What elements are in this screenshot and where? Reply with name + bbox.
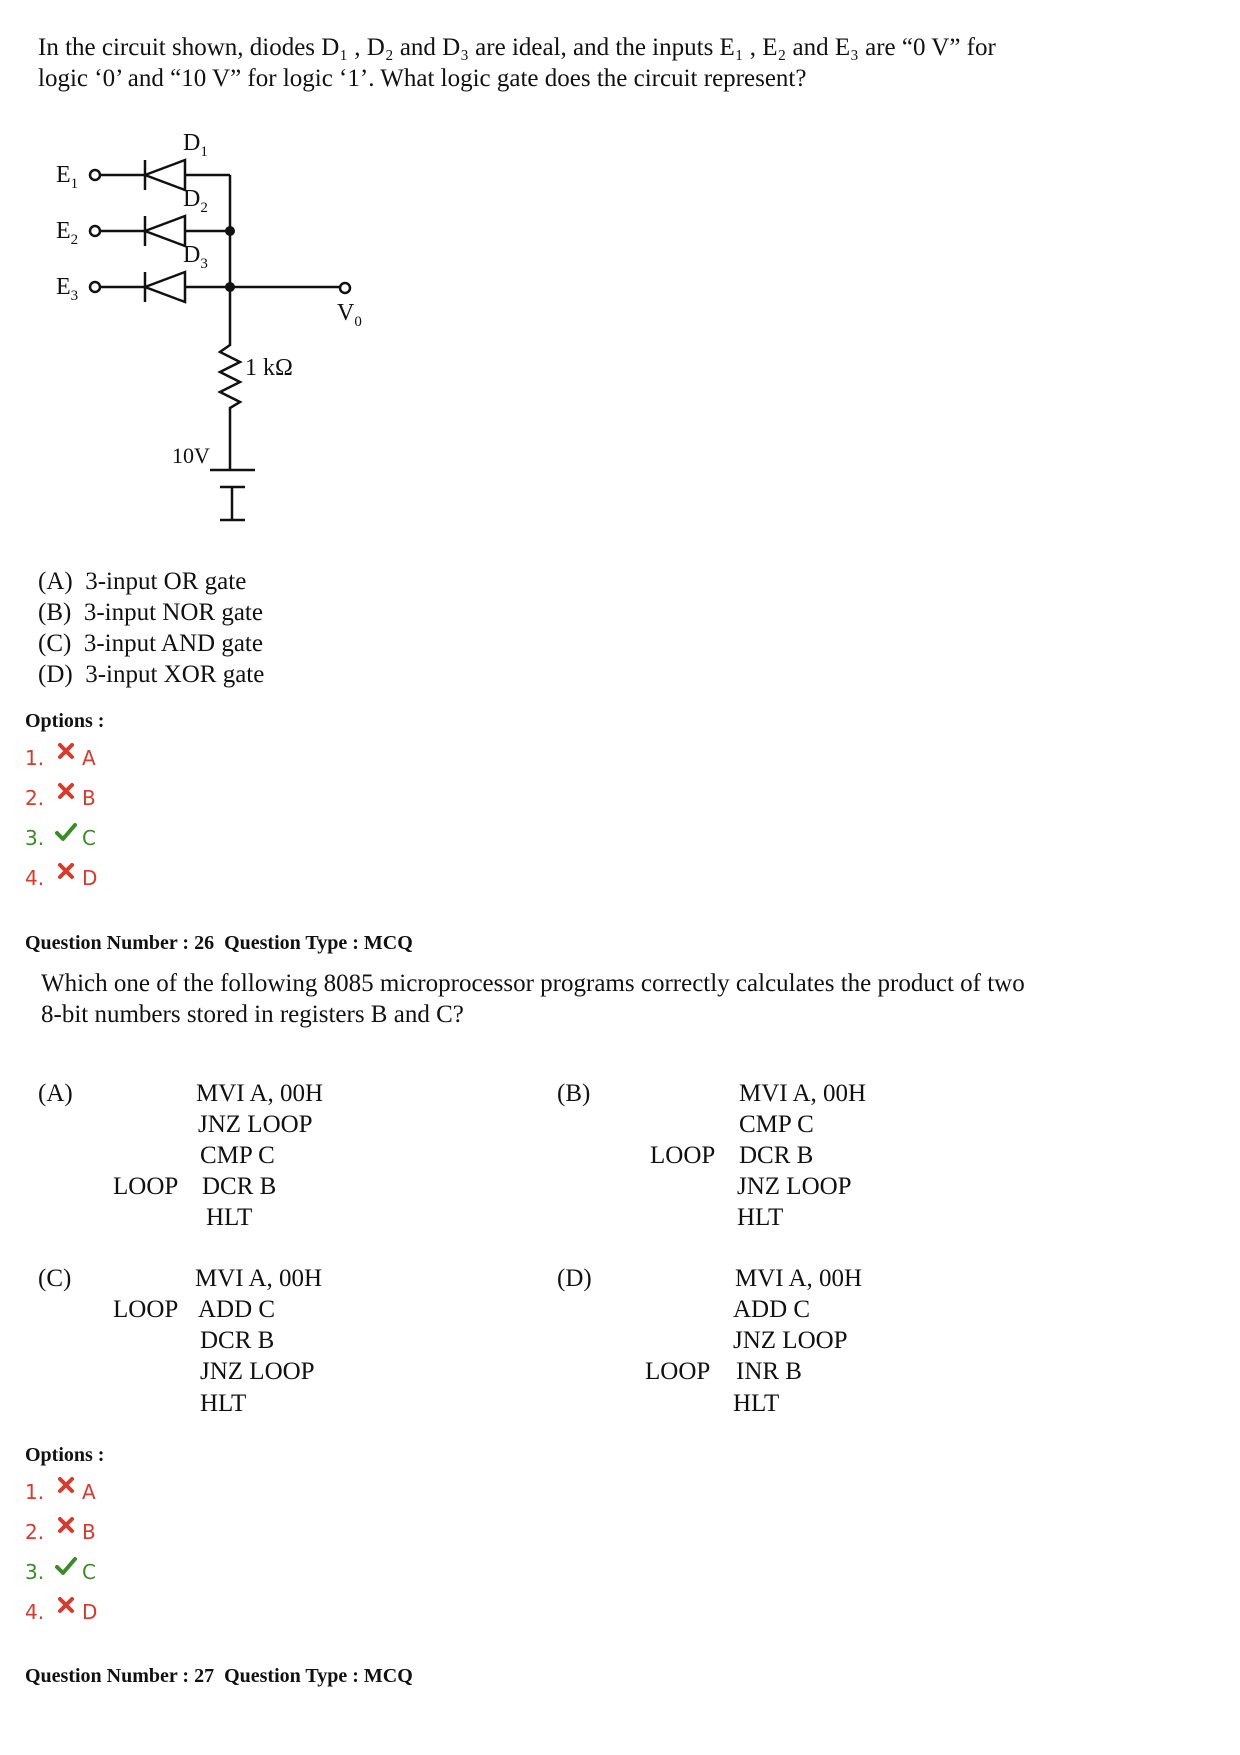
- program-line: MVI A, 00H: [739, 1080, 867, 1107]
- loop-label: LOOP: [650, 1142, 716, 1169]
- options-label: Options :: [25, 1444, 105, 1466]
- input-terminal-e2: [90, 226, 100, 236]
- program-line: ADD C: [198, 1296, 276, 1323]
- choice-d: (D) 3-input XOR gate: [38, 661, 265, 688]
- diode-label-d1: $D_1$: [183, 130, 208, 160]
- input-label-e1: $E_1$: [56, 162, 79, 192]
- input-terminal-e3: [90, 282, 100, 292]
- diode-label-d2: $D_2$: [183, 186, 208, 216]
- program-line: INR B: [736, 1358, 802, 1385]
- program-line: CMP C: [739, 1111, 814, 1138]
- question-25-text: [38, 32, 1138, 94]
- supply-label: 10V: [172, 443, 210, 468]
- program-line: DCR B: [202, 1173, 277, 1200]
- diode-circuit-diagram: [40, 130, 380, 550]
- cross-icon: [55, 740, 77, 764]
- resistor-label: 1 kΩ: [245, 355, 293, 381]
- program-line: CMP C: [200, 1142, 275, 1169]
- check-icon: [55, 820, 77, 844]
- options-label: Options :: [25, 710, 105, 732]
- diode-label-d3: $D_3$: [183, 242, 208, 272]
- program-line: HLT: [733, 1390, 780, 1417]
- program-line: HLT: [206, 1204, 253, 1231]
- option-number: 4.: [25, 866, 45, 890]
- option-number: 3.: [25, 1560, 45, 1584]
- cross-icon: [55, 1474, 77, 1498]
- diode-d2: [145, 216, 185, 246]
- program-line: HLT: [200, 1390, 247, 1417]
- program-line: JNZ LOOP: [733, 1327, 848, 1354]
- option-letter: B: [82, 786, 96, 810]
- option-letter: D: [82, 866, 98, 890]
- program-line: HLT: [737, 1204, 784, 1231]
- question-27-header: Question Number : 27 Question Type : MCQ: [25, 1665, 413, 1687]
- loop-label: LOOP: [113, 1296, 179, 1323]
- program-line: JNZ LOOP: [737, 1173, 852, 1200]
- input-label-e3: $E_3$: [56, 274, 79, 304]
- option-number: 3.: [25, 826, 45, 850]
- option-letter: A: [82, 746, 96, 770]
- question-text-line: logic ‘0’ and “10 V” for logic ‘1’. What logic gate does the circuit represent?: [38, 65, 807, 92]
- program-label: (C): [38, 1265, 72, 1292]
- choice-a: (A) 3-input OR gate: [38, 568, 247, 595]
- program-line: MVI A, 00H: [196, 1080, 324, 1107]
- option-letter: B: [82, 1520, 96, 1544]
- program-label: (B): [557, 1080, 591, 1107]
- program-label: (A): [38, 1080, 73, 1107]
- option-letter: C: [82, 1560, 96, 1584]
- question-26-header: Question Number : 26 Question Type : MCQ: [25, 932, 413, 954]
- option-number: 4.: [25, 1600, 45, 1624]
- program-line: MVI A, 00H: [735, 1265, 863, 1292]
- junction-dot: [225, 282, 235, 292]
- program-label: (D): [557, 1265, 592, 1292]
- option-letter: D: [82, 1600, 98, 1624]
- question-26-text: [41, 968, 1151, 1030]
- program-line: DCR B: [200, 1327, 275, 1354]
- option-letter: C: [82, 826, 96, 850]
- loop-label: LOOP: [645, 1358, 711, 1385]
- program-line: MVI A, 00H: [195, 1265, 323, 1292]
- program-line: JNZ LOOP: [200, 1358, 315, 1385]
- cross-icon: [55, 780, 77, 804]
- question-text-line: In the circuit shown, diodes D₁ , D₂ and D₃ are ideal, and the inputs E₁ , E₂ and E₃ are “0 V” for: [38, 34, 996, 61]
- check-icon: [55, 1554, 77, 1578]
- program-line: JNZ LOOP: [198, 1111, 313, 1138]
- question-text-line: Which one of the following 8085 microprocessor programs correctly calculates the product of two: [41, 970, 1025, 997]
- option-number: 2.: [25, 786, 45, 810]
- option-letter: A: [82, 1480, 96, 1504]
- question-25-choices: [38, 566, 264, 690]
- choice-c: (C) 3-input AND gate: [38, 630, 263, 657]
- diode-d1: [145, 160, 185, 190]
- cross-icon: [55, 860, 77, 884]
- option-number: 1.: [25, 1480, 45, 1504]
- option-number: 2.: [25, 1520, 45, 1544]
- program-line: ADD C: [733, 1296, 811, 1323]
- junction-dot: [225, 226, 235, 236]
- question-text-line: 8-bit numbers stored in registers B and C?: [41, 1001, 464, 1028]
- option-number: 1.: [25, 746, 45, 770]
- resistor-1k: [220, 340, 240, 470]
- cross-icon: [55, 1594, 77, 1618]
- input-label-e2: $E_2$: [56, 218, 79, 248]
- cross-icon: [55, 1514, 77, 1538]
- diode-d3: [145, 272, 185, 302]
- output-label-vo: $V_0$: [337, 300, 362, 330]
- output-terminal: [340, 283, 350, 293]
- choice-b: (B) 3-input NOR gate: [38, 599, 263, 626]
- input-terminal-e1: [90, 170, 100, 180]
- program-line: DCR B: [739, 1142, 814, 1169]
- loop-label: LOOP: [113, 1173, 179, 1200]
